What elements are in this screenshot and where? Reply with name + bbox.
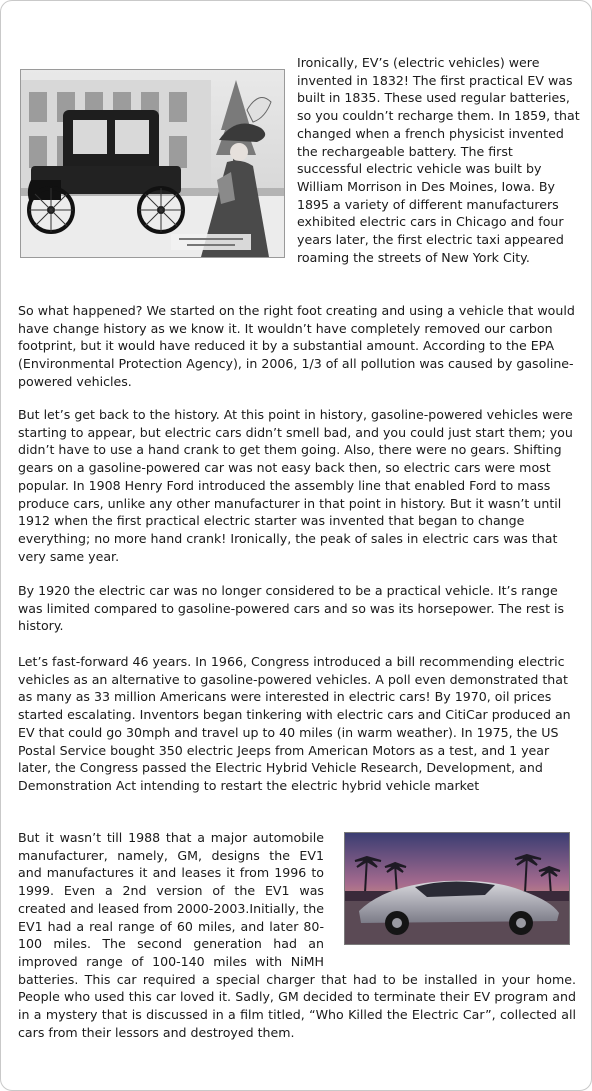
what-happened-paragraph: So what happened? We started on the right foot creating and using a vehicle that would have change history as we know it. It wouldn’t have completely removed our carbon footprint, but it would have reduced it by a substantial amount. According to the EPA (Environmental Protection Agency), in 2006, 1/3 of all pollution was caused by gasoline-powered vehicles. (18, 303, 575, 389)
ev1-photo (344, 832, 570, 945)
intro-paragraph: Ironically, EV’s (electric vehicles) were invented in 1832! The first practical EV was built in 1835. These used regular batteries, so you couldn’t recharge them. In 1859, that changed when a french physicist invented the rechargeable battery. The first successful electric vehicle was built by William Morrison in Des Moines, Iowa. By 1895 a variety of different manufacturers exhibited electric cars in Chicago and four years later, the first electric taxi appeared roaming the streets of New York City. (297, 55, 580, 265)
gm-ev1-car-photo-icon (345, 833, 569, 944)
history-paragraph: But let’s get back to the history. At this point in history, gasoline-powered vehicles were starting to appear, but electric cars didn’t smell bad, and you could just start them; you didn’t have to use a hand crank to get them going. Also, there were no gears. Shifting gears on a gasoline-powered car was not easy back then, so electric cars were most popular. In 1908 Henry Ford introduced the assembly line that enabled Ford to mass produce cars, unlike any other manufacturer in that point in history. But it wasn’t until 1912 when the first practical electric starter was invented that began to change everything; no more hand crank! Ironically, the peak of sales in electric cars was that very same year. (18, 407, 573, 564)
fast-forward-paragraph: Let’s fast-forward 46 years. In 1966, Congress introduced a bill recommending electric vehicles as an alternative to gasoline-powered vehicles. A poll even demonstrated that as many as 33 million Americans were interested in electric cars! By 1970, oil prices started escalating. Inventors began tinkering with electric cars and CitiCar produced an EV that could go 30mph and travel up to 40 miles (in warm weather). In 1975, the US Postal Service bought 350 electric Jeeps from American Motors as a test, and 1 year later, the Congress passed the Electric Hybrid Vehicle Research, Development, and Demonstration Act intending to restart the electric hybrid vehicle market (18, 654, 571, 793)
1920-paragraph: By 1920 the electric car was no longer considered to be a practical vehicle. It’s range was limited compared to gasoline-powered cars and so was its horsepower. The rest is history. (18, 583, 565, 634)
ev1-paragraph: But it wasn’t till 1988 that a major automobile manufacturer, namely, GM, designs the EV1 and manufactures it and leases it from 1996 to 1999. Even a 2nd version of the EV1 was created and leased from 2000-2003.Initially, the EV1 had a real range of 60 miles, and later 80-100 miles. The second generation had an improved range of 100-140 miles with NiMH batteries. This car required a special charger that had to be installed in your home. People who used this car loved it. Sadly, GM decided to terminate their EV program and in a mystery that is discussed in a film titled, “Who Killed the Electric Car”, collected all cars from their lessors and destroyed them. (18, 830, 576, 1040)
vintage-electric-carriage-illustration-icon (21, 70, 284, 257)
carriage-photo (20, 69, 285, 258)
